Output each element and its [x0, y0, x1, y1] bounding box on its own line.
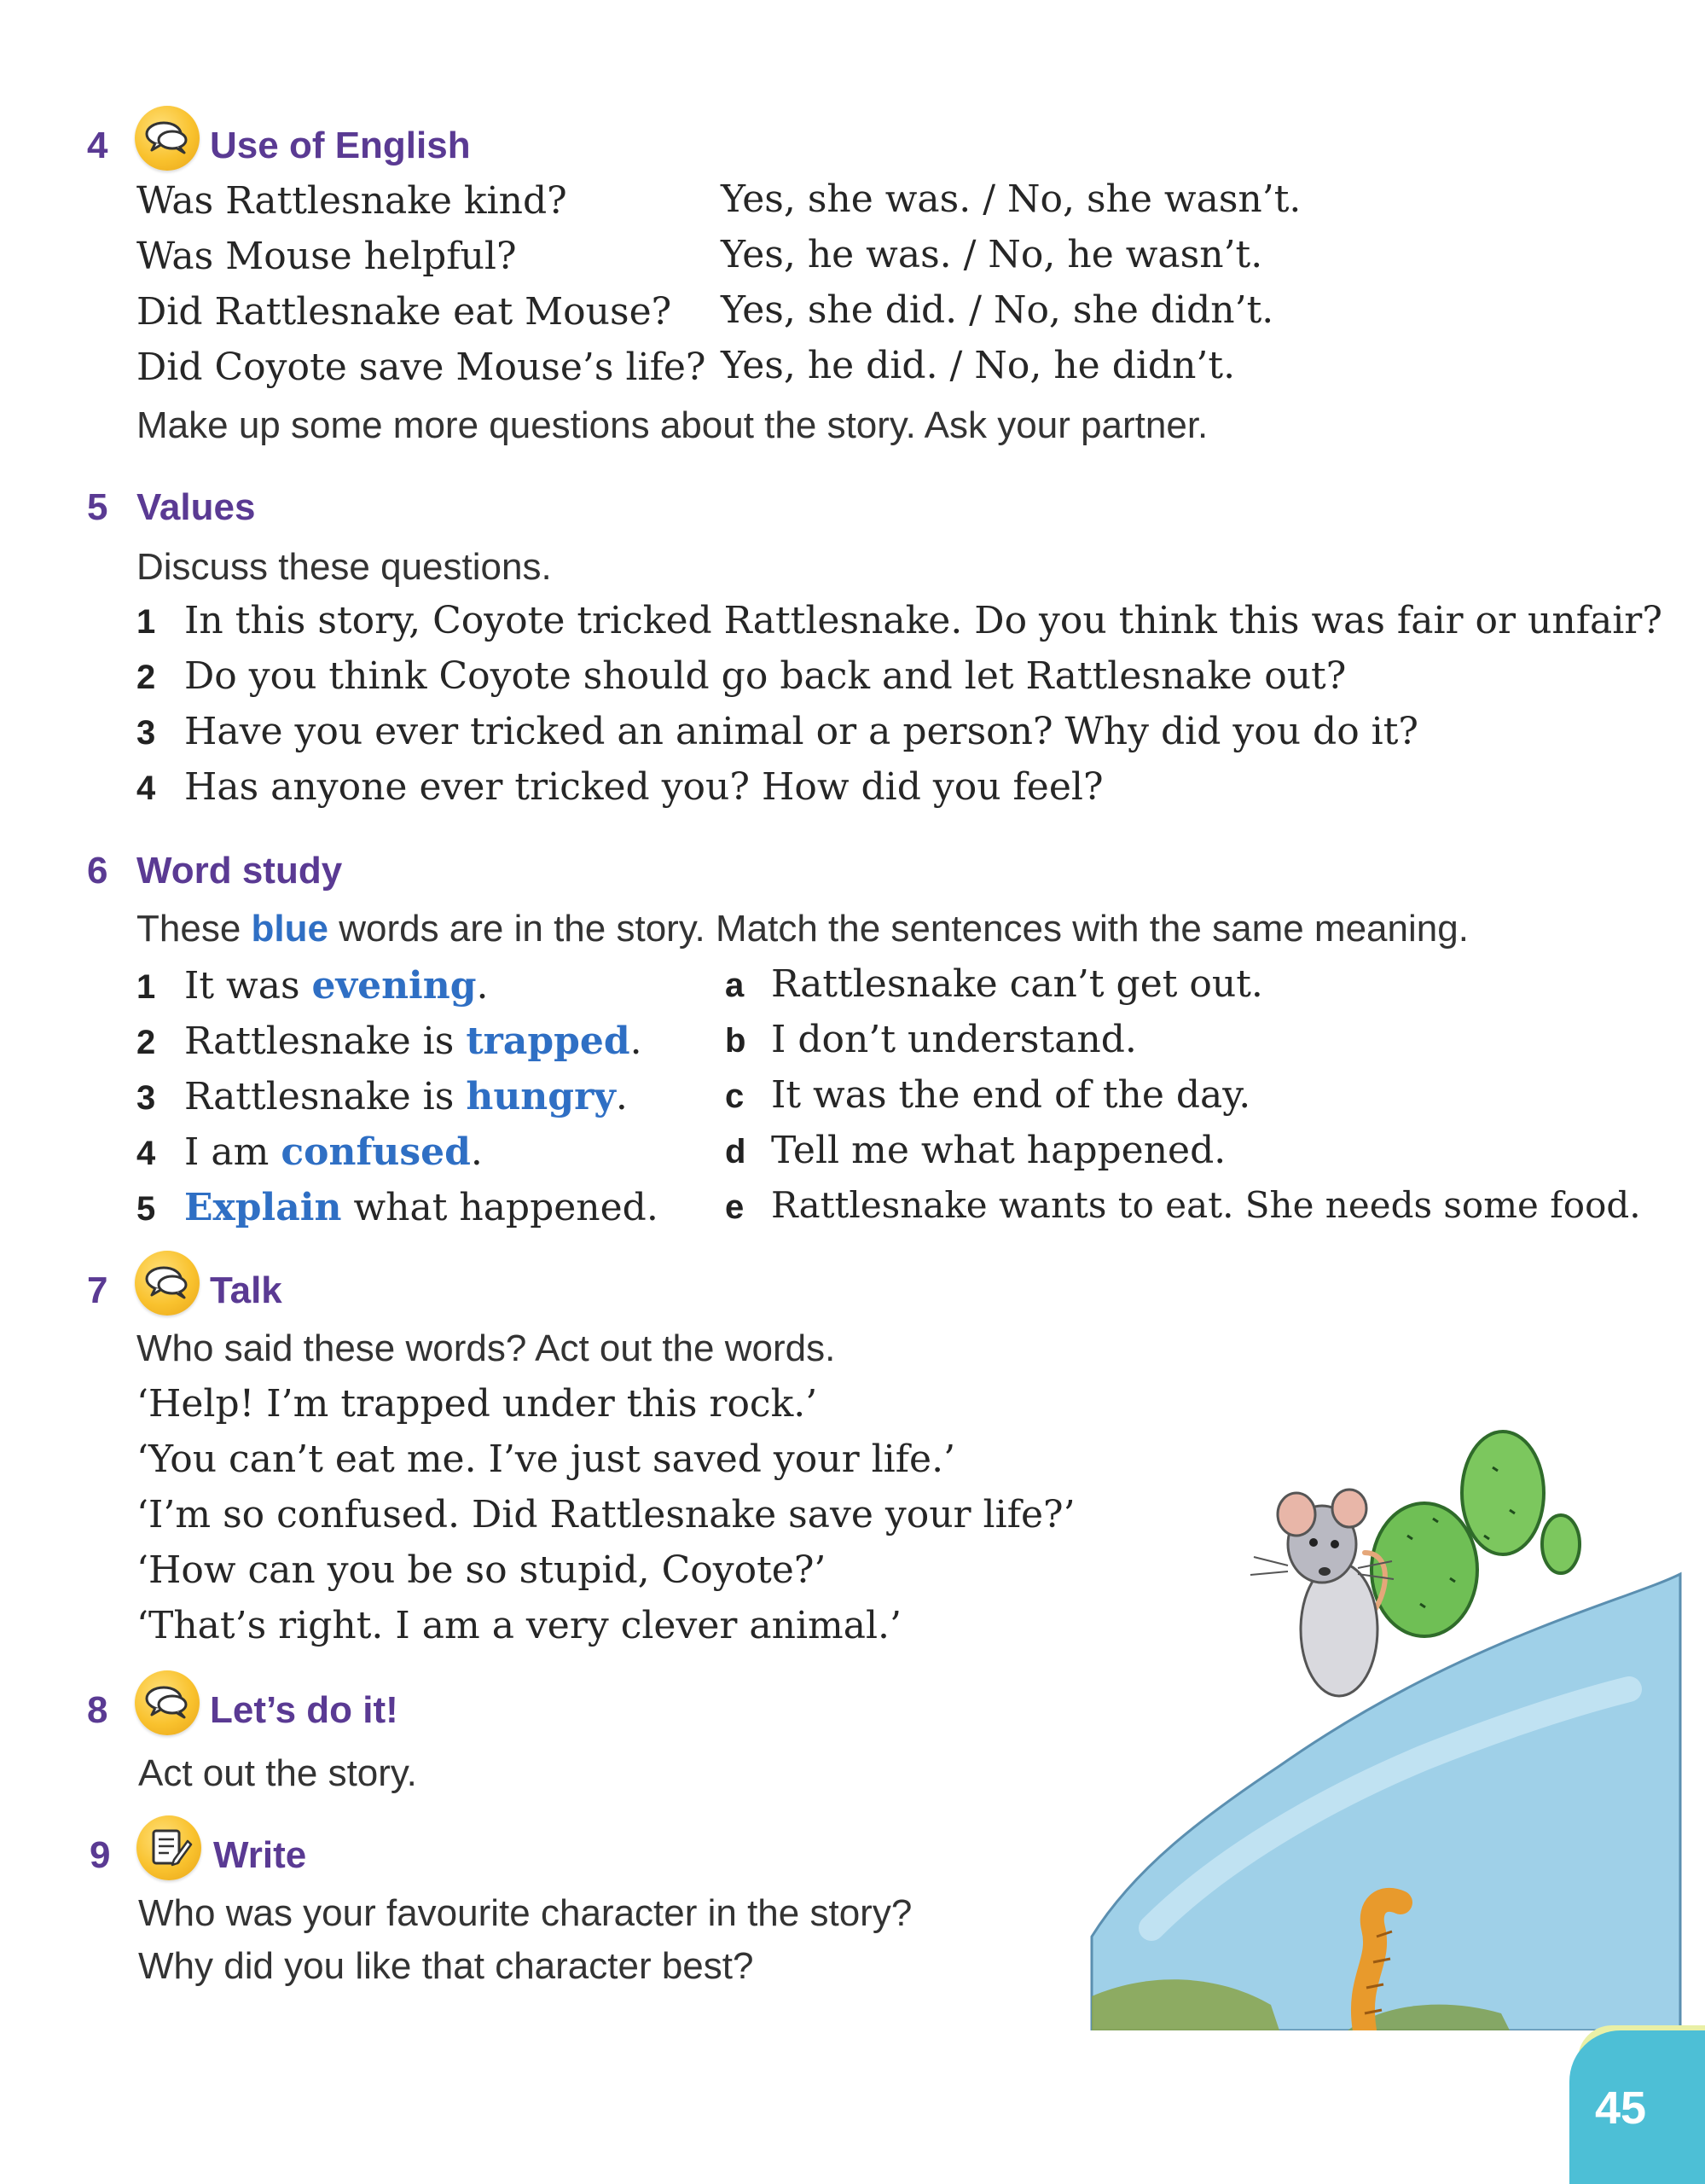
section-7-title: Talk: [210, 1269, 282, 1311]
list-number: 4: [136, 770, 156, 807]
question-text: Was Rattlesnake kind?: [136, 179, 567, 223]
sentence-text: .: [615, 1075, 628, 1118]
sentence-text: Rattlesnake is: [184, 1075, 467, 1118]
section-5-number: 5: [87, 486, 108, 528]
speech-bubbles-icon: [135, 1670, 200, 1735]
sentence-text: what happened.: [341, 1186, 658, 1229]
list-number: 2: [136, 659, 156, 696]
list-item: Has anyone ever tricked you? How did you feel?: [184, 765, 1104, 809]
match-meaning: Rattlesnake wants to eat. She needs some food.: [771, 1184, 1641, 1226]
vocab-word: hungry: [466, 1075, 616, 1118]
list-letter: b: [725, 1022, 746, 1060]
sentence-text: .: [476, 964, 489, 1008]
list-number: 3: [136, 714, 156, 752]
match-sentence: [184, 1130, 483, 1174]
match-sentence: [184, 1186, 658, 1229]
section-4-title: Use of English: [210, 125, 471, 166]
section-6-instruction: [136, 908, 1469, 950]
quote-line: ‘That’s right. I am a very clever animal.’: [136, 1604, 902, 1647]
page-number: 45: [1595, 2082, 1647, 2134]
quote-line: ‘I’m so confused. Did Rattlesnake save your life?’: [136, 1493, 1076, 1536]
match-meaning: I don’t understand.: [771, 1018, 1137, 1061]
section-7-instruction: Who said these words? Act out the words.: [136, 1327, 836, 1369]
section-9-number: 9: [90, 1834, 111, 1876]
vocab-word: confused: [281, 1130, 471, 1174]
answer-text: Yes, he was. / No, he wasn’t.: [721, 233, 1263, 276]
list-item: In this story, Coyote tricked Rattlesnake. Do you think this was fair or unfair?: [184, 599, 1662, 642]
list-item: Do you think Coyote should go back and let Rattlesnake out?: [184, 654, 1347, 698]
section-4-number: 4: [87, 125, 108, 166]
list-letter: c: [725, 1077, 745, 1115]
quote-line: ‘How can you be so stupid, Coyote?’: [136, 1548, 826, 1592]
section-9-line: Why did you like that character best?: [138, 1945, 754, 1987]
list-number: 4: [136, 1135, 156, 1172]
sentence-text: .: [629, 1019, 642, 1063]
match-sentence: [184, 964, 489, 1008]
section-9-title: Write: [213, 1834, 307, 1876]
vocab-word: trapped: [466, 1019, 630, 1063]
speech-bubbles-icon: [135, 1251, 200, 1316]
section-5-instruction: Discuss these questions.: [136, 546, 552, 588]
question-text: Was Mouse helpful?: [136, 235, 517, 278]
section-8-title: Let’s do it!: [210, 1689, 398, 1731]
match-meaning: It was the end of the day.: [771, 1073, 1251, 1117]
quote-line: ‘Help! I’m trapped under this rock.’: [136, 1382, 818, 1426]
sentence-text: It was: [184, 964, 312, 1008]
sentence-text: I am: [184, 1130, 281, 1174]
section-6-title: Word study: [136, 850, 343, 892]
speech-bubbles-icon: [135, 106, 200, 171]
quote-line: ‘You can’t eat me. I’ve just saved your life.’: [136, 1438, 956, 1481]
sentence-text: Rattlesnake is: [184, 1019, 467, 1063]
section-8-number: 8: [87, 1689, 108, 1731]
list-number: 2: [136, 1024, 156, 1061]
match-meaning: Tell me what happened.: [771, 1129, 1227, 1172]
instruction-text: These: [136, 908, 252, 950]
section-7-number: 7: [87, 1269, 108, 1311]
section-4-instruction: Make up some more questions about the story. Ask your partner.: [136, 404, 1209, 446]
notepad-pencil-icon: [136, 1815, 201, 1880]
cactus-icon: [1372, 1432, 1580, 1636]
list-letter: e: [725, 1188, 745, 1226]
answer-text: Yes, she did. / No, she didn’t.: [721, 288, 1274, 332]
instruction-text: words are in the story. Match the sentences with the same meaning.: [328, 908, 1469, 950]
section-6-number: 6: [87, 850, 108, 892]
blue-keyword: blue: [251, 908, 328, 950]
match-sentence: [184, 1075, 628, 1118]
question-text: Did Rattlesnake eat Mouse?: [136, 290, 672, 334]
list-number: 5: [136, 1190, 156, 1228]
list-letter: a: [725, 967, 745, 1004]
vocab-word: evening: [311, 964, 477, 1008]
list-number: 1: [136, 968, 156, 1006]
list-item: Have you ever tricked an animal or a person? Why did you do it?: [184, 710, 1419, 753]
question-text: Did Coyote save Mouse’s life?: [136, 346, 706, 389]
sentence-text: .: [470, 1130, 483, 1174]
rock-shape: [1092, 1574, 1680, 2030]
list-letter: d: [725, 1133, 746, 1170]
story-illustration: [1083, 1416, 1689, 2030]
match-sentence: [184, 1019, 642, 1063]
answer-text: Yes, she was. / No, she wasn’t.: [721, 177, 1302, 221]
mouse-icon: [1250, 1490, 1394, 1696]
list-number: 1: [136, 603, 156, 641]
list-number: 3: [136, 1079, 156, 1117]
section-9-line: Who was your favourite character in the story?: [138, 1892, 913, 1934]
section-8-instruction: Act out the story.: [138, 1752, 417, 1794]
vocab-word: Explain: [184, 1186, 342, 1229]
section-5-title: Values: [136, 486, 256, 528]
answer-text: Yes, he did. / No, he didn’t.: [721, 344, 1236, 387]
match-meaning: Rattlesnake can’t get out.: [771, 962, 1263, 1006]
